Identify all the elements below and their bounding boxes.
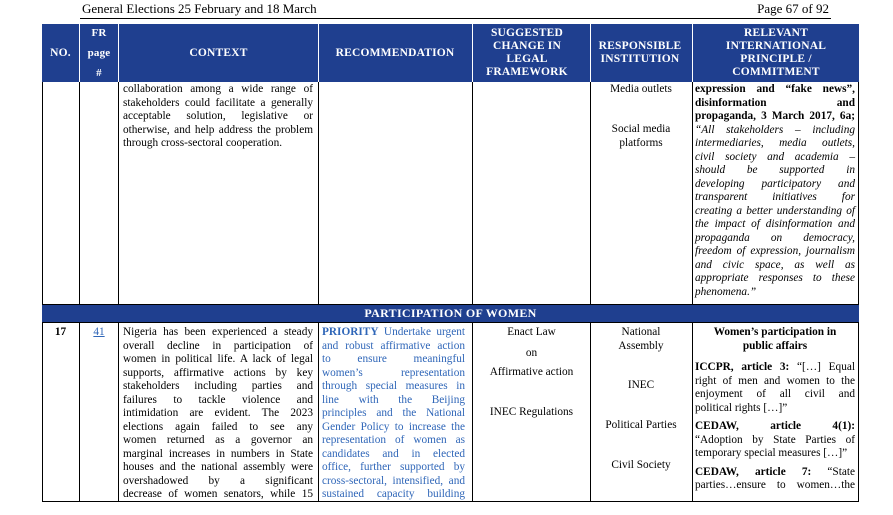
cedaw2-text: “State: [827, 465, 855, 478]
prev-principle-quote: freedom of expression, journalism: [695, 245, 855, 257]
row17-context-line: overall decline in participation of: [123, 339, 313, 352]
cedaw1-head-b: article: [770, 420, 801, 432]
prev-inst-social: [591, 123, 691, 150]
section-title: PARTICIPATION OF WOMEN: [42, 305, 859, 322]
rec-line: to ensure meaningful: [322, 353, 465, 365]
prev-principle-bold: disinformation and: [695, 96, 855, 109]
prev-context-line: otherwise, and help address the problem: [123, 123, 313, 136]
rec-line: principles and the National: [322, 407, 465, 419]
prev-principle-quote: intermediaries, media outlets,: [695, 137, 855, 149]
rec-line: cross-sectoral, intensified, and: [322, 474, 465, 487]
inst-na-line: Assembly: [618, 339, 664, 352]
row17-principle: [695, 326, 855, 493]
rec-line: women’s representation: [322, 366, 465, 379]
prev-principle-quote: “All stakeholders – including: [695, 123, 855, 136]
row-number: 17: [54, 326, 67, 338]
row17-context-line: stakeholders including parties and: [123, 380, 313, 392]
legal-affirmative: Affirmative action: [489, 366, 574, 378]
rec-line: office, further supported by: [322, 461, 465, 473]
prev-inst-media: Media outlets: [610, 83, 672, 95]
row17-context: [123, 326, 313, 502]
row17-context-line: failures to tackle violence and: [123, 393, 313, 406]
iccpr-line: political rights […]”: [695, 401, 788, 414]
cedaw1-head: [695, 420, 855, 434]
rec-line: through special measures in: [322, 380, 465, 392]
row17-context-line: Nigeria has been experienced a steady: [123, 326, 313, 338]
inst-inec: INEC: [627, 379, 655, 391]
prev-principle-quote: the impact of disinformation and: [695, 218, 855, 230]
cedaw1-line: temporary special measures […]”: [695, 447, 848, 459]
recommendations-table: [42, 24, 859, 502]
row17-context-line: supports, affirmative actions by key: [123, 366, 313, 379]
row17-context-line: houses and the national assembly were: [123, 461, 313, 473]
row17-context-line: marginal increases in numbers in State: [123, 447, 313, 460]
col-fr-header: [80, 24, 118, 82]
row17-recommendation: [322, 326, 465, 502]
prev-principle: [695, 83, 855, 299]
legal-enact-law: Enact Law: [507, 326, 556, 338]
page-number: Page 67 of 92: [757, 1, 829, 16]
row17-context-line: women in political life. A lack of legal: [123, 353, 313, 365]
col-no-header: NO.: [50, 46, 71, 59]
fr-page-link-text[interactable]: 41: [93, 326, 105, 338]
priority-label: PRIORITY: [322, 326, 379, 338]
prev-principle-quote: appropriate responses to these: [695, 272, 855, 284]
running-header: [80, 0, 831, 19]
cedaw1-head-a: CEDAW,: [695, 420, 739, 432]
prev-principle-quote: phenomena.”: [695, 285, 757, 298]
prev-principle-quote: and civic space, as well as: [695, 258, 855, 271]
rec-line: line with the Beijing: [322, 393, 465, 406]
prev-principle-quote: developing participatory and: [695, 177, 855, 190]
col-institution-header: RESPONSIBLE INSTITUTION: [598, 40, 682, 65]
cedaw2-first-line: [695, 466, 855, 480]
prev-context-line: through cross-sectoral cooperation.: [123, 137, 283, 149]
col-principle-header: RELEVANT INTERNATIONAL PRINCIPLE / COMMITMENT: [725, 27, 827, 78]
principle-title: public affairs: [742, 339, 808, 352]
cedaw1-line: “Adoption by State Parties of: [695, 433, 855, 446]
rec-line: Gender Policy to increase the: [322, 420, 465, 433]
fr-page-link[interactable]: [80, 326, 118, 340]
prev-inst-social-line: Social media: [611, 123, 671, 135]
prev-principle-quote: creating a better understanding of: [695, 204, 855, 217]
prev-principle-bold: propaganda, 3 March 2017, 6a;: [695, 110, 855, 122]
prev-context-line: stakeholders could facilitate a generally: [123, 96, 313, 109]
legal-inec-regulations: INEC Regulations: [489, 406, 574, 418]
legal-on: on: [525, 347, 538, 359]
col-context-header: CONTEXT: [189, 46, 248, 59]
col-fr-header-text: FR page #: [87, 27, 111, 79]
iccpr-first-line: [695, 361, 855, 375]
iccpr-head: ICCPR, article 3:: [695, 361, 790, 373]
report-title: General Elections 25 February and 18 March: [82, 1, 317, 16]
prev-context-line: acceptable solution, legislative or: [123, 110, 313, 122]
rec-first-text: Undertake urgent: [383, 326, 466, 338]
rec-line: candidates and in elected: [322, 447, 465, 460]
prev-context: [123, 83, 313, 151]
rec-line: representation of women as: [322, 434, 465, 446]
principle-title: Women’s participation in: [713, 326, 837, 338]
prev-principle-quote: should be supported in: [695, 164, 855, 176]
cedaw2-head: CEDAW, article 7:: [695, 465, 812, 478]
col-recommendation-header: RECOMMENDATION: [335, 46, 455, 59]
iccpr-text: “[…] Equal: [797, 361, 855, 373]
inst-political-parties: Political Parties: [605, 419, 677, 431]
inst-national-assembly: [591, 326, 691, 353]
prev-inst-social-line: platforms: [619, 136, 663, 149]
col-legal-header: SUGGESTED CHANGE IN LEGAL FRAMEWORK: [486, 27, 568, 78]
row17-context-line: women returned as a governor an: [123, 434, 313, 446]
rec-line: and robust affirmative action: [322, 339, 465, 352]
cedaw1-head-c: 4(1):: [832, 420, 856, 432]
cedaw2-line: parties…ensure to women…the: [695, 479, 855, 491]
row17-context-line: elections again failed to see any: [123, 420, 313, 433]
inst-civil-society: Civil Society: [611, 459, 671, 471]
prev-principle-bold: expression and “fake news”,: [695, 83, 855, 95]
prev-principle-quote: transparent initiatives for: [695, 191, 855, 203]
row17-context-line: intimidation are evident. The 2023: [123, 407, 313, 419]
prev-principle-quote: civil society and academia –: [695, 150, 855, 163]
rec-first-line: [322, 326, 465, 340]
iccpr-line: enjoyment of all civil and: [695, 388, 855, 400]
inst-na-line: National: [621, 326, 661, 338]
iccpr-line: right of men and women to the: [695, 374, 855, 387]
row17-context-line: decrease of women senators, while 15: [123, 488, 313, 500]
rec-line: sustained capacity building: [322, 488, 465, 500]
prev-principle-quote: propaganda on democracy,: [695, 231, 855, 244]
row17-context-line: overshadowed by a significant: [123, 474, 313, 487]
prev-context-line: collaboration among a wide range of: [123, 83, 313, 95]
